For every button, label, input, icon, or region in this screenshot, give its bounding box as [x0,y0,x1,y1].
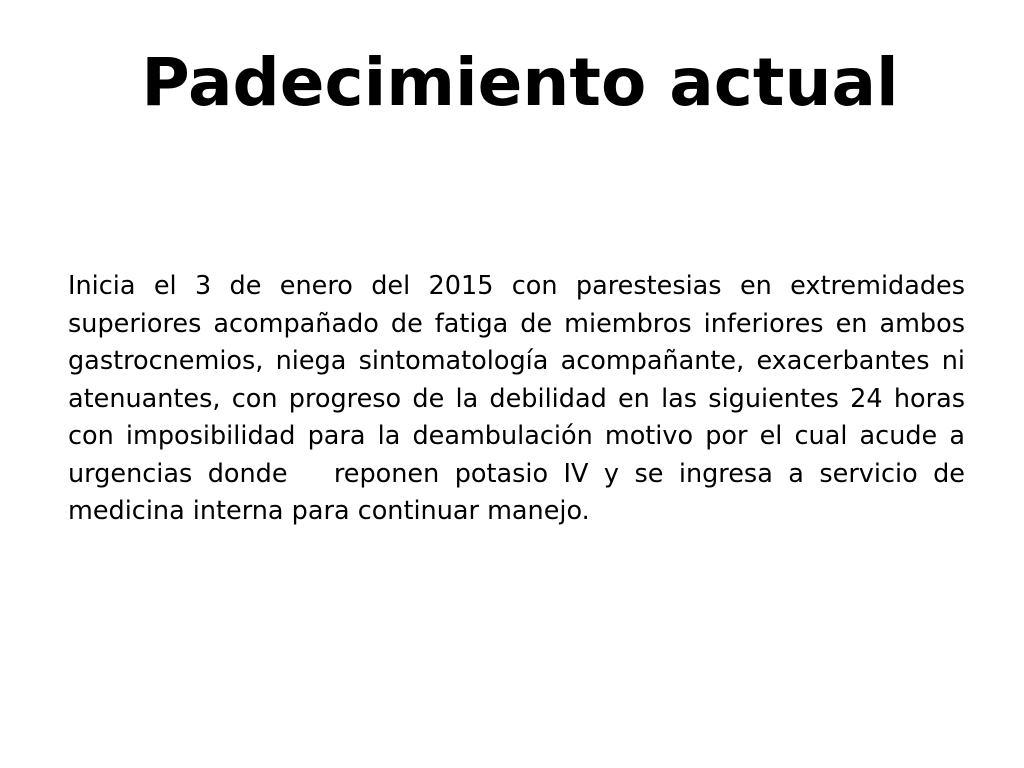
slide-title: Padecimiento actual [141,44,899,121]
slide-body-text: Inicia el 3 de enero del 2015 con parestesias en extremidades superiores acompañado de fatiga de miembros inferiores en ambos gastrocnemios, niega sintomatología acompañante, exacerbantes ni atenuantes, con progreso de la debilidad en las siguientes 24 horas con imposibilidad para la deambulación motivo por el cual acude a urgencias donde reponen potasio IV y se ingresa a servicio de medicina interna para continuar manejo. [68,271,982,526]
